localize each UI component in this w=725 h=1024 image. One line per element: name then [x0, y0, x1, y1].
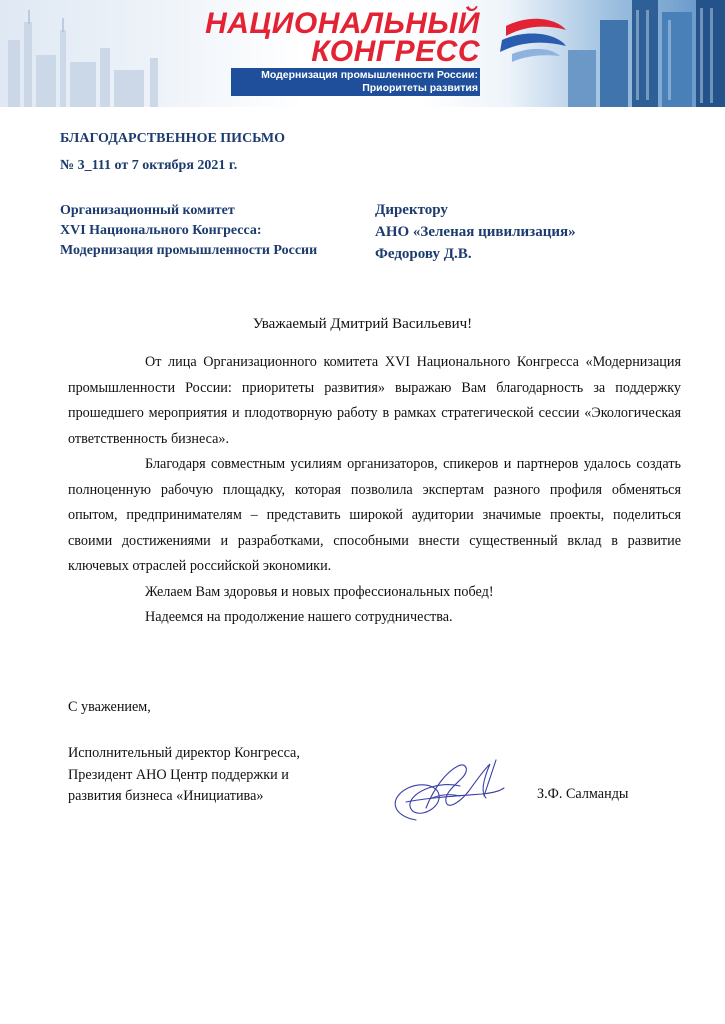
closing: С уважением,: [68, 699, 151, 715]
banner-subtitle-line2: Приоритеты развития: [362, 82, 478, 94]
recipient-block: [375, 199, 576, 265]
body-paragraph: Благодаря совместным усилиям организаторов, спикеров и партнеров удалось создать полноценную рабочую площадку, которая позволила экспертам разного профиля обменяться опытом, предпринимателям – представить широкой аудитории значимые проекты, поделиться своими достижениями и разработками, способными внести существенный вклад в развитие ключевых отраслей российской экономики.: [68, 456, 681, 574]
signatory-name: З.Ф. Салманды: [537, 786, 629, 802]
letter-number: № 3_111 от 7 октября 2021 г.: [60, 158, 238, 173]
signatory-title-line: Президент АНО Центр поддержки и: [68, 766, 289, 783]
banner-subtitle: [231, 68, 480, 96]
body-paragraph: Надеемся на продолжение нашего сотрудничества.: [145, 609, 453, 625]
signatory-title-line: развития бизнеса «Инициатива»: [68, 788, 264, 804]
banner-title-line1: НАЦИОНАЛЬНЫЙ: [205, 7, 480, 40]
signatory-title: [68, 743, 300, 808]
banner-title: [205, 7, 480, 68]
recipient-line: Федорову Д.В.: [375, 246, 472, 262]
greeting: Уважаемый Дмитрий Васильевич!: [252, 316, 473, 332]
congress-swoosh-logo-icon: [500, 19, 566, 62]
letter-type: БЛАГОДАРСТВЕННОЕ ПИСЬМО: [60, 131, 285, 146]
letter-heading: [60, 128, 285, 176]
banner-title-line2: КОНГРЕСС: [311, 35, 480, 68]
body-paragraph: От лица Организационного комитета XVI Национального Конгресса «Модернизация промышленности России: приоритеты развития» выражаю Вам благодарность за поддержку прошедшего мероприятия и плодотворную работу в рамках стратегической сессии «Экологическая ответственность бизнеса».: [68, 354, 681, 447]
recipient-line: Директору: [375, 202, 448, 218]
handwritten-signature-icon: [386, 758, 516, 828]
signatory-title-line: Исполнительный директор Конгресса,: [68, 745, 300, 761]
sender-line: XVI Национального Конгресса:: [60, 223, 262, 238]
sender-line: Организационный комитет: [60, 203, 235, 218]
banner-subtitle-line1: Модернизация промышленности России:: [261, 69, 478, 81]
header-banner: [0, 0, 725, 107]
body-paragraph: Желаем Вам здоровья и новых профессиональных побед!: [145, 583, 494, 600]
letter-body: [68, 350, 681, 631]
sender-line: Модернизация промышленности России: [60, 243, 318, 258]
recipient-line: АНО «Зеленая цивилизация»: [375, 224, 576, 240]
sender-block: [60, 201, 317, 261]
